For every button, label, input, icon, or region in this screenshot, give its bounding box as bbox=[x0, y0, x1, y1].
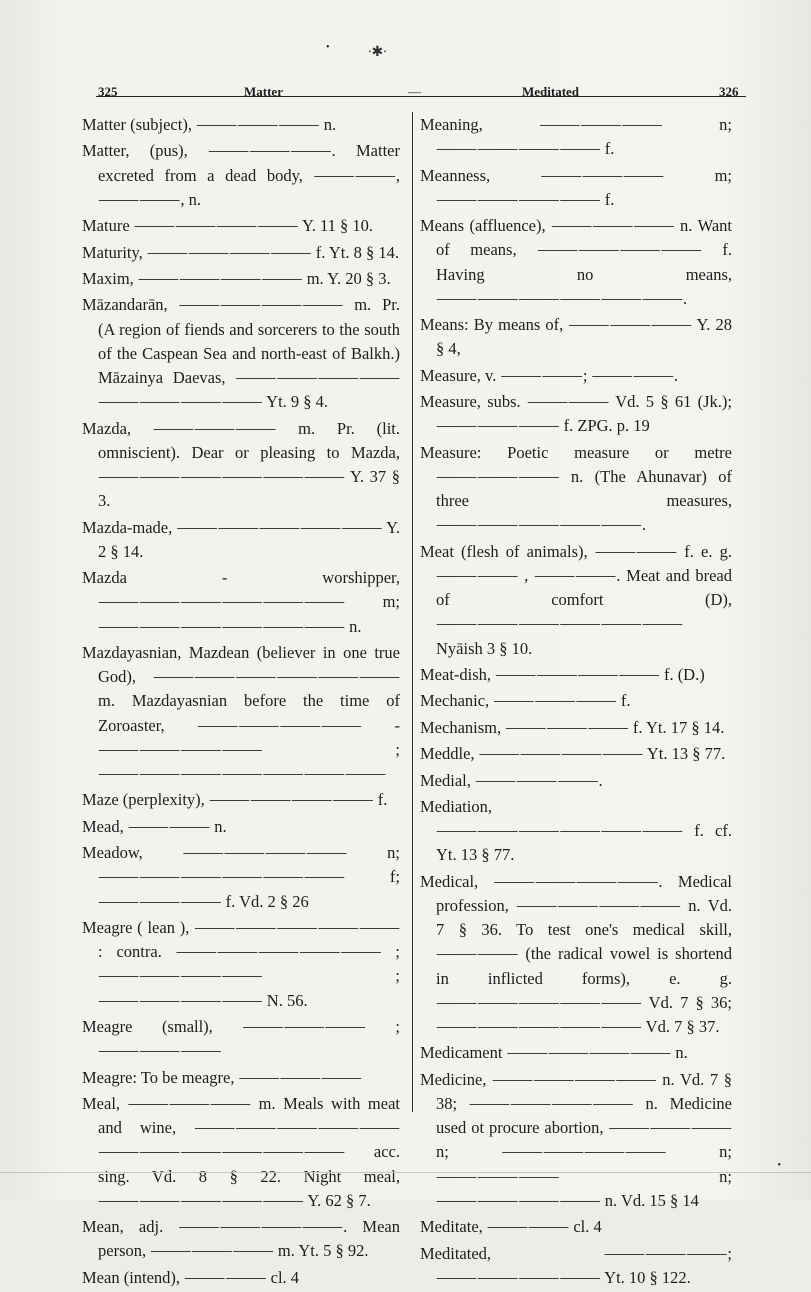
entry: Mean, adj. ⸻⸻⸻⸻. Mean person, ⸻⸻⸻ m. Yt. 5 § 92. bbox=[82, 1217, 400, 1261]
entry: Mead, ⸻⸻ n. bbox=[82, 816, 227, 836]
entry: Mediation, ⸻⸻⸻⸻⸻⸻ f. cf. Yt. 13 § 77. bbox=[420, 796, 732, 865]
entry: Meagre (small), ⸻⸻⸻ ; ⸻⸻⸻ bbox=[82, 1016, 400, 1061]
entry: Medial, ⸻⸻⸻. bbox=[420, 770, 603, 790]
entry: Medicine, ⸻⸻⸻⸻ n. Vd. 7 § 38; ⸻⸻⸻⸻ n. Medicine used ot procure abortion, ⸻⸻⸻ n; ⸻⸻⸻⸻ n; ⸻⸻⸻ n; ⸻⸻⸻⸻ n. Vd. 15 § 14 bbox=[420, 1069, 732, 1210]
entry: Mazdayasnian, Mazdean (believer in one true God), ⸻⸻⸻⸻⸻⸻ m. Mazdayasnian before the time of Zoroaster, ⸻⸻⸻⸻ - ⸻⸻⸻⸻ ; ⸻⸻⸻⸻⸻⸻⸻ bbox=[82, 642, 400, 783]
entry: Matter, (pus), ⸻⸻⸻. Matter excreted from a dead body, ⸻⸻, ⸻⸻, n. bbox=[82, 141, 400, 209]
entry: Meditate, ⸻⸻ cl. 4 bbox=[420, 1217, 602, 1237]
column-divider bbox=[412, 112, 413, 1112]
entry: Mechanic, ⸻⸻⸻ f. bbox=[420, 691, 631, 711]
entry: Mean (intend), ⸻⸻ cl. 4 bbox=[82, 1267, 300, 1287]
left-running-head: Matter bbox=[244, 84, 283, 99]
entry: Meddle, ⸻⸻⸻⸻ Yt. 13 § 77. bbox=[420, 744, 726, 764]
right-running-head: Meditated bbox=[522, 84, 580, 99]
entry: Meat (flesh of animals), ⸻⸻ f. e. g. ⸻⸻ , ⸻⸻. Meat and bread of comfort (D), ⸻⸻⸻⸻⸻⸻ Nyāish 3 § 10. bbox=[420, 541, 732, 658]
entry: Mazda, ⸻⸻⸻ m. Pr. (lit. omniscient). Dear or pleasing to Mazda, ⸻⸻⸻⸻⸻⸻ Y. 37 § 3. bbox=[82, 418, 400, 511]
entry: Mazda-made, ⸻⸻⸻⸻⸻ Y. 2 § 14. bbox=[82, 517, 400, 561]
corner-mark: • bbox=[777, 1160, 781, 1171]
entry: Measure: Poetic measure or metre ⸻⸻⸻ n. (The Ahunavar) of three measures, ⸻⸻⸻⸻⸻. bbox=[420, 442, 732, 535]
entry: Mazda - worshipper, ⸻⸻⸻⸻⸻⸻ m; ⸻⸻⸻⸻⸻⸻ n. bbox=[82, 568, 400, 636]
top-ornament: ∙✱∙ bbox=[368, 45, 387, 60]
entry: Meal, ⸻⸻⸻ m. Meals with meat and wine, ⸻⸻⸻⸻⸻ ⸻⸻⸻⸻⸻⸻ acc. sing. Vd. 8 § 22. Night meal, ⸻⸻⸻⸻⸻ Y. 62 § 7. bbox=[82, 1093, 400, 1210]
entry: Māzandarān, ⸻⸻⸻⸻ m. Pr. (A region of fiends and sorcerers to the south of the Caspean Sea and north-east of Balkh.) Māzainya Daevas, ⸻⸻⸻⸻ ⸻⸻⸻⸻ Yt. 9 § 4. bbox=[82, 295, 400, 412]
entry: Meagre ( lean ), ⸻⸻⸻⸻⸻ : contra. ⸻⸻⸻⸻⸻ ; ⸻⸻⸻⸻ ; ⸻⸻⸻⸻ N. 56. bbox=[82, 917, 400, 1010]
left-column bbox=[82, 113, 400, 1292]
entry: Measure, v. ⸻⸻; ⸻⸻. bbox=[420, 365, 678, 385]
entry: Means: By means of, ⸻⸻⸻ Y. 28 § 4, bbox=[420, 315, 732, 359]
entry: Meadow, ⸻⸻⸻⸻ n; ⸻⸻⸻⸻⸻⸻ f; ⸻⸻⸻ f. Vd. 2 § 26 bbox=[82, 843, 400, 911]
page-bottom-edge bbox=[0, 1172, 811, 1173]
top-dot: • bbox=[326, 42, 330, 53]
entry: Mature ⸻⸻⸻⸻ Y. 11 § 10. bbox=[82, 216, 374, 236]
entry: Meat-dish, ⸻⸻⸻⸻ f. (D.) bbox=[420, 664, 705, 684]
left-page-number: 325 bbox=[98, 84, 118, 99]
header-rule bbox=[96, 96, 746, 97]
entry: Medical, ⸻⸻⸻⸻. Medical profession, ⸻⸻⸻⸻ n. Vd. 7 § 36. To test one's medical skill, ⸻⸻ (the radical vowel is shortend in inflicted forms), e. g. ⸻⸻⸻⸻⸻ Vd. 7 § 36; ⸻⸻⸻⸻⸻ Vd. 7 § 37. bbox=[420, 871, 732, 1036]
entry: Meagre: To be meagre, ⸻⸻⸻ bbox=[82, 1067, 363, 1087]
entry: Maxim, ⸻⸻⸻⸻ m. Y. 20 § 3. bbox=[82, 268, 391, 288]
entry: Maze (perplexity), ⸻⸻⸻⸻ f. bbox=[82, 790, 388, 810]
entry: Measure, subs. ⸻⸻ Vd. 5 § 61 (Jk.); ⸻⸻⸻ f. ZPG. p. 19 bbox=[420, 392, 732, 436]
entry: Meaning, ⸻⸻⸻ n; ⸻⸻⸻⸻ f. bbox=[420, 115, 732, 159]
right-column bbox=[420, 113, 732, 1292]
entry: Maturity, ⸻⸻⸻⸻ f. Yt. 8 § 14. bbox=[82, 242, 399, 262]
entry: Matter (subject), ⸻⸻⸻ n. bbox=[82, 115, 337, 134]
entry: Medicament ⸻⸻⸻⸻ n. bbox=[420, 1043, 688, 1063]
header-dash: — bbox=[408, 84, 421, 99]
entry: Meanness, ⸻⸻⸻ m; ⸻⸻⸻⸻ f. bbox=[420, 165, 732, 209]
right-page-number: 326 bbox=[719, 84, 739, 99]
entry: Mechanism, ⸻⸻⸻ f. Yt. 17 § 14. bbox=[420, 717, 725, 737]
entry: Meditated, ⸻⸻⸻; ⸻⸻⸻⸻ Yt. 10 § 122. bbox=[420, 1243, 732, 1287]
entry: Means (affluence), ⸻⸻⸻ n. Want of means, ⸻⸻⸻⸻ f. Having no means, ⸻⸻⸻⸻⸻⸻. bbox=[420, 216, 732, 308]
